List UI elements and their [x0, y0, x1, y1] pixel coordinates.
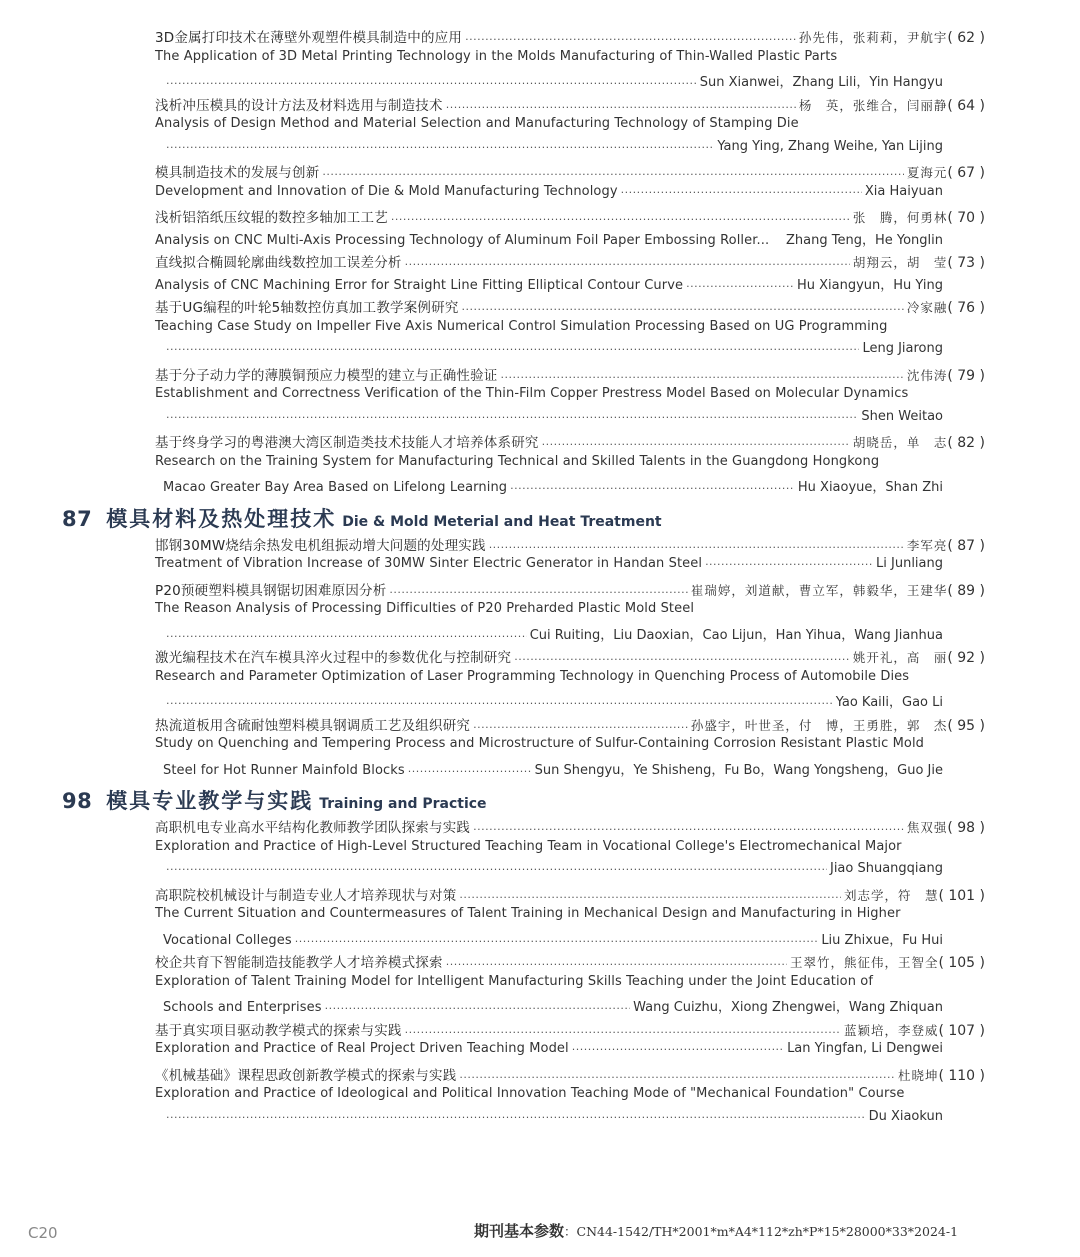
entry-title-line [155, 206, 985, 229]
dot-leader [166, 694, 833, 707]
entry-title-en: Research and Parameter Optimization of Laser Programming Technology in Quenching Process of Automobile Dies [155, 668, 910, 684]
toc-entry [155, 251, 985, 296]
toc-entry [155, 816, 985, 884]
entry-authors-cn: 刘志学，符 慧 [843, 887, 939, 903]
entries-group-98 [0, 816, 1080, 1131]
entry-authors-en: Zhang Teng，He Yonglin [786, 232, 943, 248]
entry-title-cn: 3D金属打印技术在薄壁外观塑件模具制造中的应用 [155, 30, 463, 46]
section-98-heading [62, 785, 1080, 813]
entry-authors-en: Hu Xiaoyue，Shan Zhi [797, 480, 943, 495]
dot-leader [405, 255, 850, 268]
entry-authors-cn: 胡翔云，胡 莹 [852, 255, 948, 270]
entry-title-en-line [155, 601, 985, 624]
dot-leader [166, 340, 859, 353]
entry-title-en-line [155, 1041, 985, 1064]
entry-title-en: Analysis on CNC Multi-Axis Processing Technology of Aluminum Foil Paper Embossing Roller... [155, 232, 770, 248]
toc-entry [155, 534, 985, 579]
entry-title-en: Research on the Training System for Manufacturing Technical and Skilled Talents in the Guangdong Hongkong [155, 453, 880, 469]
page-number: C20 [28, 1224, 58, 1242]
entry-title-line [155, 251, 985, 274]
toc-entry [155, 1064, 985, 1132]
entry-title-en: The Reason Analysis of Processing Difficulties of P20 Preharded Plastic Mold Steel [155, 601, 695, 616]
entry-authors-en: Lan Yingfan, Li Dengwei [787, 1041, 943, 1056]
entry-title-cn: 《机械基础》课程思政创新教学模式的探索与实践 [155, 1067, 457, 1084]
entry-authors-en: Cui Ruiting，Liu Daoxian，Cao Lijun，Han Yihua，Wang Jianhua [529, 627, 943, 643]
entry-title-line [155, 816, 985, 839]
entry-authors-cn: 孙先伟，张莉莉，尹航宇 [798, 30, 948, 45]
entry-title-line [155, 884, 985, 907]
toc-entry [155, 579, 985, 647]
entry-page-number: ( 64 ) [947, 97, 985, 114]
section-title-en: Die & Mold Meterial and Heat Treatment [342, 513, 662, 530]
section-title-cn: 模具专业教学与实践 [106, 789, 314, 813]
journal-parameters [474, 1220, 958, 1241]
entry-title-cn: 直线拟合椭圆轮廓曲线数控加工误差分析 [155, 255, 402, 271]
entry-title-line [155, 94, 985, 117]
entry-authors-cn: 蓝颖培，李登威 [843, 1022, 939, 1038]
entry-title-line [155, 431, 985, 454]
entry-page-number: ( 101 ) [938, 887, 985, 904]
entry-title-line [155, 579, 985, 602]
toc-entry [155, 431, 985, 499]
dot-leader [489, 538, 904, 551]
toc-entry [155, 646, 985, 714]
entry-authors-line [155, 691, 985, 714]
entry-title-cn: 基于UG编程的叶轮5轴数控仿真加工教学案例研究 [155, 300, 459, 316]
entry-title-line [155, 1019, 985, 1042]
entry-authors-line [155, 1109, 985, 1132]
dot-leader [322, 165, 903, 178]
entry-title-en: Exploration and Practice of Real Project Driven Teaching Model [155, 1041, 569, 1056]
section-title-en: Training and Practice [319, 796, 487, 812]
entry-authors-cn: 姚开礼，高 丽 [852, 650, 948, 665]
entry-page-number: ( 110 ) [938, 1067, 985, 1084]
entry-title-en: Analysis of CNC Machining Error for Straight Line Fitting Elliptical Contour Curve [155, 277, 684, 293]
entry-title-en-line [155, 669, 985, 692]
dot-leader [325, 999, 631, 1012]
entry-title-line [155, 534, 985, 557]
entry-authors-cn: 杜晓坤 [897, 1067, 939, 1083]
toc-entry [155, 26, 985, 94]
entry-title-en-line [155, 929, 985, 952]
toc-entry [155, 296, 985, 364]
entry-title-line [155, 1064, 985, 1087]
entry-title-en: Exploration of Talent Training Model for Intelligent Manufacturing Skills Teaching under the Joint Education of [155, 973, 874, 989]
entry-title-cn: P20预硬塑料模具钢锯切困难原因分析 [155, 582, 387, 599]
dot-leader [514, 650, 850, 663]
entry-authors-line [155, 861, 985, 884]
entry-page-number: ( 98 ) [947, 820, 985, 836]
entry-page-number: ( 67 ) [947, 165, 985, 181]
entry-title-cn: 基于真实项目驱动教学模式的探索与实践 [155, 1022, 402, 1039]
toc-entry [155, 161, 985, 206]
entry-title-line [155, 646, 985, 669]
entry-title-line [155, 26, 985, 49]
entry-page-number: ( 79 ) [947, 367, 985, 384]
dot-leader [166, 860, 827, 873]
entry-authors-cn: 杨 英，张维合，闫丽静 [798, 97, 948, 113]
entry-title-cn: 模具制造技术的发展与创新 [155, 165, 320, 181]
toc-entry [155, 1019, 985, 1064]
entry-title-cn: 邯钢30MW烧结余热发电机组振动增大问题的处理实践 [155, 537, 486, 554]
table-of-contents [0, 26, 1080, 1131]
entry-page-number: ( 87 ) [947, 537, 985, 554]
dot-leader [473, 820, 904, 833]
section-87-heading [62, 503, 1080, 531]
entry-title-en-line [155, 759, 985, 782]
entry-title-en: Macao Greater Bay Area Based on Lifelong Learning [163, 480, 508, 495]
entry-title-en: Analysis of Design Method and Material Selection and Manufacturing Technology of Stamping Die [155, 116, 799, 131]
entry-title-en: The Application of 3D Metal Printing Technology in the Molds Manufacturing of Thin-Walled Plastic Parts [155, 48, 838, 64]
journal-parameters-value: ：CN44-1542/TH*2001*m*A4*112*zh*P*15*28000*33*2024-1 [564, 1224, 959, 1239]
entry-authors-line [155, 624, 985, 647]
entry-authors-cn: 崔瑞婷，刘道献，曹立军，韩毅华，王建华 [690, 582, 948, 598]
entry-title-en: Steel for Hot Runner Mainfold Blocks [163, 762, 405, 778]
entry-title-cn: 浅析铝箔纸压纹辊的数控多轴加工工艺 [155, 210, 388, 226]
entry-title-en: Study on Quenching and Tempering Process and Microstructure of Sulfur-Containing Corrosion Resistant Plastic Mold [155, 736, 925, 751]
entry-title-en: Exploration and Practice of Ideological and Political Innovation Teaching Mode of "Mechanical Foundation" Course [155, 1086, 905, 1101]
entry-title-en-line [155, 116, 985, 139]
entry-authors-line [155, 409, 985, 432]
entry-title-en-line [155, 49, 985, 72]
dot-leader [446, 955, 787, 968]
entries-group-top [0, 26, 1080, 499]
entry-authors-cn: 张 腾，何勇林 [852, 210, 948, 225]
entry-title-en-line [155, 1086, 985, 1109]
entry-title-cn: 校企共育下智能制造技能教学人才培养模式探索 [155, 955, 443, 971]
section-title-cn: 模具材料及热处理技术 [106, 506, 337, 531]
entry-title-en-line [155, 996, 985, 1019]
dot-leader [473, 718, 688, 731]
entry-page-number: ( 105 ) [938, 955, 985, 971]
entry-authors-cn: 孙盛宇，叶世圣，付 博，王勇胜，郭 杰 [690, 717, 948, 733]
dot-leader [166, 627, 527, 640]
entry-authors-cn: 焦双强 [906, 820, 948, 835]
dot-leader [686, 277, 794, 290]
entry-title-en-line [155, 476, 985, 499]
entry-authors-cn: 夏海元 [906, 165, 948, 180]
entry-authors-line [155, 71, 985, 94]
entry-authors-en: Jiao Shuangqiang [829, 861, 943, 876]
dot-leader [408, 762, 532, 775]
entry-title-cn: 高职机电专业高水平结构化教师教学团队探索与实践 [155, 820, 471, 836]
entry-authors-en: Sun Shengyu，Ye Shisheng，Fu Bo，Wang Yongsheng，Guo Jie [534, 762, 943, 778]
entry-title-line [155, 951, 985, 974]
entry-title-line [155, 161, 985, 184]
dot-leader [572, 1040, 784, 1053]
entry-title-en-line [155, 556, 985, 579]
dot-leader [166, 138, 714, 151]
entry-title-en-line [155, 454, 985, 477]
entry-authors-cn: 王翠竹，熊征伟，王智全 [789, 955, 939, 970]
dot-leader [166, 74, 697, 87]
entry-title-cn: 基于终身学习的粤港澳大湾区制造类技术技能人才培养体系研究 [155, 435, 539, 451]
dot-leader [510, 479, 795, 492]
entry-title-en: Development and Innovation of Die & Mold Manufacturing Technology [155, 183, 618, 199]
entry-title-cn: 激光编程技术在汽车模具淬火过程中的参数优化与控制研究 [155, 650, 512, 666]
dot-leader [459, 1068, 895, 1081]
entry-title-en: Treatment of Vibration Increase of 30MW Sinter Electric Generator in Handan Steel [155, 556, 703, 571]
dot-leader [459, 888, 841, 901]
entries-group-87 [0, 534, 1080, 782]
entry-page-number: ( 107 ) [938, 1022, 985, 1039]
entry-authors-en: Shen Weitao [861, 408, 943, 424]
entry-authors-en: Liu Zhixue，Fu Hui [821, 932, 943, 948]
entry-title-en-line [155, 839, 985, 862]
dot-leader [166, 408, 858, 421]
dot-leader [542, 435, 850, 448]
entry-title-en-line [155, 229, 985, 252]
journal-parameters-label: 期刊基本参数 [474, 1222, 565, 1240]
entry-title-cn: 浅析冲压模具的设计方法及材料选用与制造技术 [155, 97, 443, 114]
entry-title-cn: 高职院校机械设计与制造专业人才培养现状与对策 [155, 887, 457, 904]
entry-authors-en: Hu Xiangyun，Hu Ying [796, 277, 943, 293]
toc-entry [155, 951, 985, 1019]
entry-title-en-line [155, 319, 985, 342]
entry-authors-en: Yao Kaili，Gao Li [835, 695, 943, 710]
entry-title-en: Exploration and Practice of High-Level Structured Teaching Team in Vocational College's Electromechanical Major [155, 838, 902, 854]
entry-title-en-line [155, 386, 985, 409]
toc-entry [155, 206, 985, 251]
entry-title-en: The Current Situation and Countermeasures of Talent Training in Mechanical Design and Manufacturing in Higher [155, 906, 901, 921]
entry-authors-cn: 沈伟涛 [906, 367, 948, 383]
entry-page-number: ( 89 ) [947, 582, 985, 599]
entry-title-cn: 基于分子动力学的薄膜铜预应力模型的建立与正确性验证 [155, 367, 498, 384]
entry-title-en: Vocational Colleges [163, 932, 292, 948]
section-number: 87 [62, 506, 93, 531]
toc-entry [155, 714, 985, 782]
entry-title-line [155, 364, 985, 387]
toc-entry [155, 364, 985, 432]
entry-page-number: ( 73 ) [947, 255, 985, 271]
entry-authors-line [155, 139, 985, 162]
dot-leader [621, 183, 862, 196]
entry-authors-en: Li Junliang [876, 556, 943, 571]
toc-entry [155, 884, 985, 952]
entry-authors-cn: 李军亮 [906, 537, 948, 553]
entry-authors-line [155, 341, 985, 364]
entry-title-en-line [155, 974, 985, 997]
section-number: 98 [62, 789, 93, 813]
toc-entry [155, 94, 985, 162]
dot-leader [705, 555, 873, 568]
entry-authors-en: Leng Jiarong [862, 341, 943, 356]
entry-authors-en: Yang Ying, Zhang Weihe, Yan Lijing [717, 138, 943, 154]
entry-title-line [155, 296, 985, 319]
dot-leader [446, 98, 796, 111]
dot-leader [166, 1108, 866, 1121]
dot-leader [501, 368, 904, 381]
entry-page-number: ( 62 ) [947, 30, 985, 46]
entry-authors-cn: 冷家融 [906, 300, 948, 315]
entry-title-en-line [155, 906, 985, 929]
entry-authors-en: Wang Cuizhu，Xiong Zhengwei，Wang Zhiquan [633, 1000, 943, 1015]
dot-leader [462, 300, 904, 313]
entry-title-en: Establishment and Correctness Verification of the Thin-Film Copper Prestress Model Based on Molecular Dynamics [155, 386, 909, 401]
entry-title-en: Teaching Case Study on Impeller Five Axis Numerical Control Simulation Processing Based on UG Programming [155, 318, 888, 334]
entry-title-en-line [155, 274, 985, 297]
entry-page-number: ( 70 ) [947, 210, 985, 226]
dot-leader [389, 583, 687, 596]
entry-authors-en: Xia Haiyuan [864, 183, 943, 199]
entry-title-en-line [155, 736, 985, 759]
dot-leader [295, 932, 819, 945]
entry-title-en: Schools and Enterprises [163, 1000, 322, 1015]
entry-page-number: ( 82 ) [947, 435, 985, 451]
entry-title-en-line [155, 184, 985, 207]
entry-title-line [155, 714, 985, 737]
dot-leader [391, 210, 850, 223]
entry-authors-en: Du Xiaokun [868, 1108, 943, 1124]
entry-title-cn: 热流道板用含硫耐蚀塑料模具钢调质工艺及组织研究 [155, 717, 471, 734]
dot-leader [405, 1023, 841, 1036]
entry-authors-cn: 胡晓岳，单 志 [852, 435, 948, 450]
entry-authors-en: Sun Xianwei，Zhang Lili，Yin Hangyu [699, 75, 943, 90]
entry-page-number: ( 76 ) [947, 300, 985, 316]
dot-leader [465, 30, 796, 43]
entry-page-number: ( 95 ) [947, 717, 985, 734]
entry-page-number: ( 92 ) [947, 650, 985, 666]
